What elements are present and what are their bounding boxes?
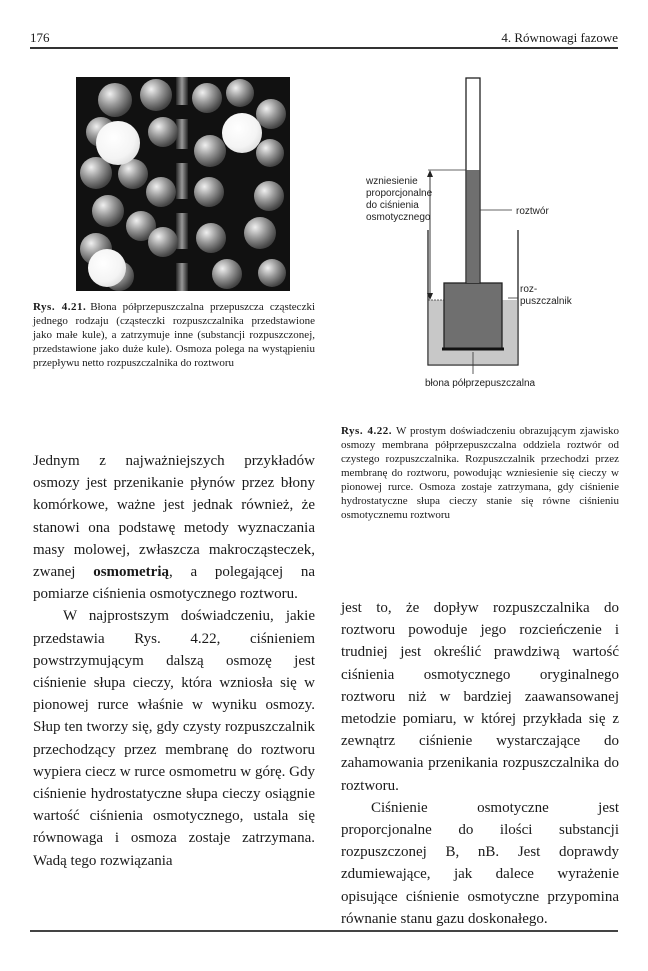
label-solvent-1: roz-	[520, 284, 538, 295]
solvent-molecule	[146, 177, 176, 207]
solvent-molecule	[148, 227, 178, 257]
right-column	[341, 597, 619, 930]
solvent-molecule	[196, 223, 226, 253]
paragraph	[33, 450, 315, 605]
solute-molecule	[88, 249, 126, 287]
label-rise-4: osmotycznego	[366, 212, 431, 223]
inner-container	[444, 283, 502, 349]
page-number: 176	[30, 30, 50, 45]
solvent-molecule	[212, 259, 242, 289]
figure-4-21-caption	[33, 300, 315, 370]
paragraph: Ciśnienie osmotyczne jest proporcjonalne do ilości substancji rozpuszczonej B, nB. Jest doprawdy zdumiewające, jak dalece wyrażenie opisujące ciśnienie osmotyczne przypomina równanie stanu gazu doskonałego.	[341, 799, 619, 927]
arrow-head-up	[427, 170, 433, 177]
solvent-molecule	[226, 79, 254, 107]
label-rise-3: do ciśnienia	[366, 200, 419, 211]
solute-molecule	[222, 113, 262, 153]
figure-label: Rys. 4.22.	[341, 425, 392, 437]
solvent-molecule	[258, 259, 286, 287]
paragraph-text: Jednym z najważniejszych przykładów osmozy jest przenikanie płynów przez błony komórkowe, ważne jest jednak również, że stanowi ona podstawę metody wyznaczania masy molowej, zwłaszcza makrocząsteczek, zwanej	[33, 453, 315, 581]
paragraph-text: , a polegającej na pomiarze ciśnienia osmotycznego roztworu.	[33, 564, 315, 603]
membrane-segment	[176, 77, 188, 105]
solvent-molecule	[194, 177, 224, 207]
label-solution: roztwór	[516, 206, 549, 217]
solute-molecule	[96, 121, 140, 165]
solvent-molecule	[148, 117, 178, 147]
membrane-segment	[176, 163, 188, 199]
header-rule	[30, 47, 618, 49]
solvent-molecule	[92, 195, 124, 227]
membrane-segment	[176, 263, 188, 291]
tube-solution	[467, 170, 480, 283]
paragraph: jest to, że dopływ rozpuszczalnika do roztworu powoduje jego rozcieńczenie i trudniej jest określić prawdziwą wartość ciśnienia osmotycznego oryginalnego roztworu niż w bardziej zaawansowanej metodzie pomiaru, w której przykłada się z zewnątrz ciśnienie wystarczające do zahamowania przenikania rozpuszczalnika do roztworu.	[341, 600, 619, 794]
solvent-molecule	[194, 135, 226, 167]
label-membrane: błona półprzepuszczalna	[425, 378, 536, 389]
figure-4-22-caption	[341, 424, 619, 522]
solvent-molecule	[256, 139, 284, 167]
footer-rule	[30, 930, 618, 932]
label-solvent-2: puszczalnik	[520, 296, 572, 307]
left-column	[33, 450, 315, 872]
caption-text: W prostym doświadczeniu obrazującym zjawisko osmozy membrana półprzepuszczalna oddziela roztwór od czystego rozpuszczalnika. Rozpuszczalnik przechodzi przez membranę do roztworu, powodując wzniesienie się cieczy w pionowej rurce. Osmoza zostaje zatrzymana, gdy ciśnienie hydrostatyczne słupa cieczy stanie się równe ciśnieniu osmotycznemu roztworu	[341, 425, 619, 521]
chapter-title: 4. Równowagi fazowe	[501, 30, 618, 45]
figure-4-21-image	[76, 77, 290, 291]
figure-4-22-diagram	[330, 70, 630, 410]
solvent-molecule	[244, 217, 276, 249]
label-rise-1: wzniesienie	[366, 176, 418, 187]
label-rise-2: proporcjonalne	[366, 188, 433, 199]
solvent-molecule	[192, 83, 222, 113]
paragraph: W najprostszym doświadczeniu, jakie przedstawia Rys. 4.22, ciśnieniem powstrzymującym dalszą osmozę jest ciśnienie słupa cieczy, która wzniosła się w pionowej rurce właśnie w wyniku osmozy. Słup ten tworzy się, gdy czysty rozpuszczalnik przechodzący przez membranę do roztworu wypiera ciecz w rurce osmometru w górę. Gdy ciśnienie hydrostatyczne słupa cieczy osiągnie wartość ciśnienia osmotycznego, ustala się równowaga i osmoza zostaje zatrzymana. Wadą tego rozwiązania	[33, 608, 315, 869]
figure-label: Rys. 4.21.	[33, 301, 87, 313]
solvent-molecule	[254, 181, 284, 211]
solvent-molecule	[98, 83, 132, 117]
caption-text: Błona półprzepuszczalna przepuszcza cząsteczki jednego rodzaju (cząsteczki rozpuszczalnika przedstawione jako małe kule), a zatrzymuje inne (substancji rozpuszczonej, przedstawione jako duże kule). Osmoza polega na wystąpieniu przepływu netto rozpuszczalnika do roztworu	[33, 301, 316, 369]
key-term: osmometrią	[93, 564, 169, 581]
solvent-molecule	[140, 79, 172, 111]
